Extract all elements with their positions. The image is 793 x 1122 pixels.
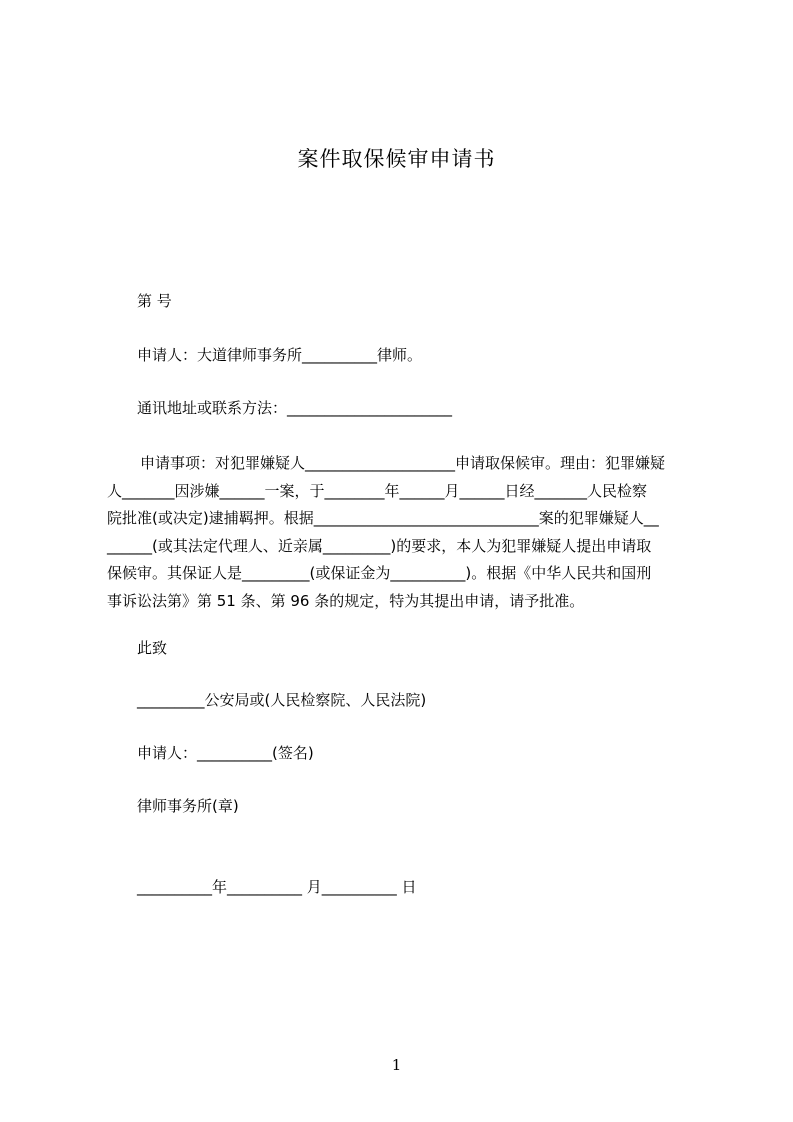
firm-seal-line: 律师事务所(章) <box>137 797 239 815</box>
contact-line: 通讯地址或联系方法：______________________ <box>137 399 453 417</box>
application-body <box>107 450 707 615</box>
signature-line: 申请人：__________(签名) <box>137 744 314 762</box>
body-line: 保候审。其保证人是_________(或保证金为__________)。根据《中华人民共和国刑 <box>107 564 652 582</box>
salutation: 此致 <box>137 639 168 657</box>
body-line: 人_______因涉嫌______一案，于________年______月______日经_______人民检察 <box>107 481 648 500</box>
body-line: 事诉讼法第》第 51 条、第 96 条的规定，特为其提出申请，请予批准。 <box>107 591 585 610</box>
document-number-line: 第 号 <box>137 292 172 310</box>
body-line: 院批准(或决定)逮捕羁押。根据______________________________案的犯罪嫌疑人__ <box>107 509 659 527</box>
date-line: __________年__________ 月__________ 日 <box>137 878 417 896</box>
body-line: ______(或其法定代理人、近亲属_________)的要求，本人为犯罪嫌疑人提出申请取 <box>107 536 652 555</box>
body-line: 申请事项：对犯罪嫌疑人____________________申请取保候审。理由：犯罪嫌疑 <box>140 454 666 472</box>
page-number: 1 <box>391 1056 402 1074</box>
applicant-line: 申请人：大道律师事务所__________律师。 <box>137 346 423 364</box>
recipient-line: _________公安局或(人民检察院、人民法院) <box>137 691 427 709</box>
document-title: 案件取保候审申请书 <box>297 147 496 171</box>
